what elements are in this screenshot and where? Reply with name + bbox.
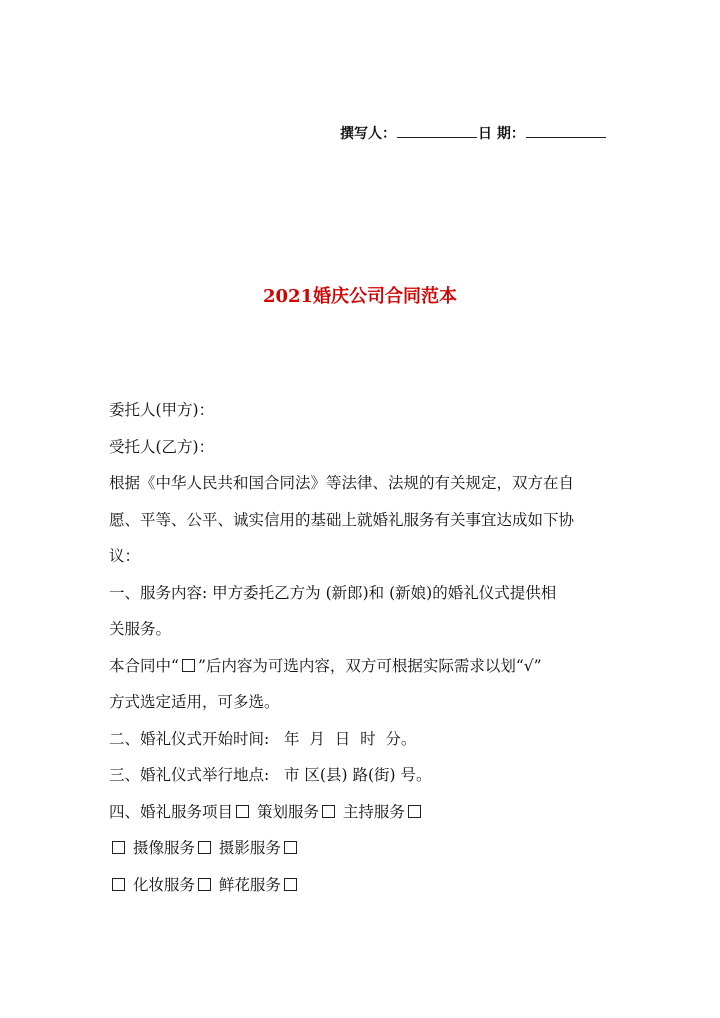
item4-line	[109, 794, 629, 831]
service-hosting: 主持服务	[342, 802, 405, 821]
item1-line-1: 一、服务内容: 甲方委托乙方为 (新郎)和 (新娘)的婚礼仪式提供相	[109, 583, 557, 602]
date-blank-line	[526, 124, 606, 138]
party-a-line: 委托人(甲方)：	[109, 401, 215, 419]
item2-line: 二、婚礼仪式开始时间: 年 月 日 时 分。	[109, 729, 417, 748]
service-video: 摄像服务	[132, 839, 195, 857]
item3-line: 三、婚礼仪式举行地点: 市 区(县) 路(街) 号。	[109, 766, 432, 784]
document-header	[340, 123, 615, 143]
item4-label: 四、婚礼服务项目	[109, 802, 234, 821]
checkbox-hosting[interactable]	[322, 805, 335, 818]
intro-line-1: 根据《中华人民共和国合同法》等法律、法规的有关规定，双方在自	[109, 474, 575, 492]
intro-line-2: 愿、平等、公平、诚实信用的基础上就婚礼服务有关事宜达成如下协	[109, 510, 575, 529]
note-prefix: 本合同中“	[109, 656, 179, 675]
service-planning: 策划服务	[256, 802, 319, 821]
intro-line-3: 议：	[109, 547, 141, 565]
service-flowers: 鲜花服务	[218, 875, 281, 894]
note-line-2: 方式选定适用，可多选。	[109, 693, 280, 711]
contract-body	[109, 392, 629, 903]
item1-line-2: 关服务。	[109, 620, 172, 638]
checkbox-icon	[182, 659, 195, 672]
checkbox-next[interactable]	[284, 878, 297, 891]
checkbox-video[interactable]	[408, 805, 421, 818]
service-photo: 摄影服务	[218, 839, 281, 857]
party-b-line: 受托人(乙方)：	[109, 437, 215, 456]
checkbox-flowers[interactable]	[198, 878, 211, 891]
checkbox-planning[interactable]	[236, 805, 249, 818]
services-line-2	[109, 830, 629, 867]
date-label: 日 期：	[478, 126, 525, 142]
checkbox-video-label[interactable]	[112, 841, 125, 854]
service-makeup: 化妆服务	[132, 875, 195, 894]
services-line-3	[109, 867, 629, 904]
checkbox-makeup-label[interactable]	[112, 878, 125, 891]
author-label: 撰写人：	[340, 126, 396, 142]
checkbox-makeup[interactable]	[284, 841, 297, 854]
note-line-1	[109, 648, 629, 685]
checkbox-photo[interactable]	[198, 841, 211, 854]
note-suffix: ”后内容为可选内容，双方可根据实际需求以划“√”	[197, 656, 542, 675]
document-title: 2021婚庆公司合同范本	[262, 286, 458, 307]
author-blank-line	[397, 124, 477, 138]
